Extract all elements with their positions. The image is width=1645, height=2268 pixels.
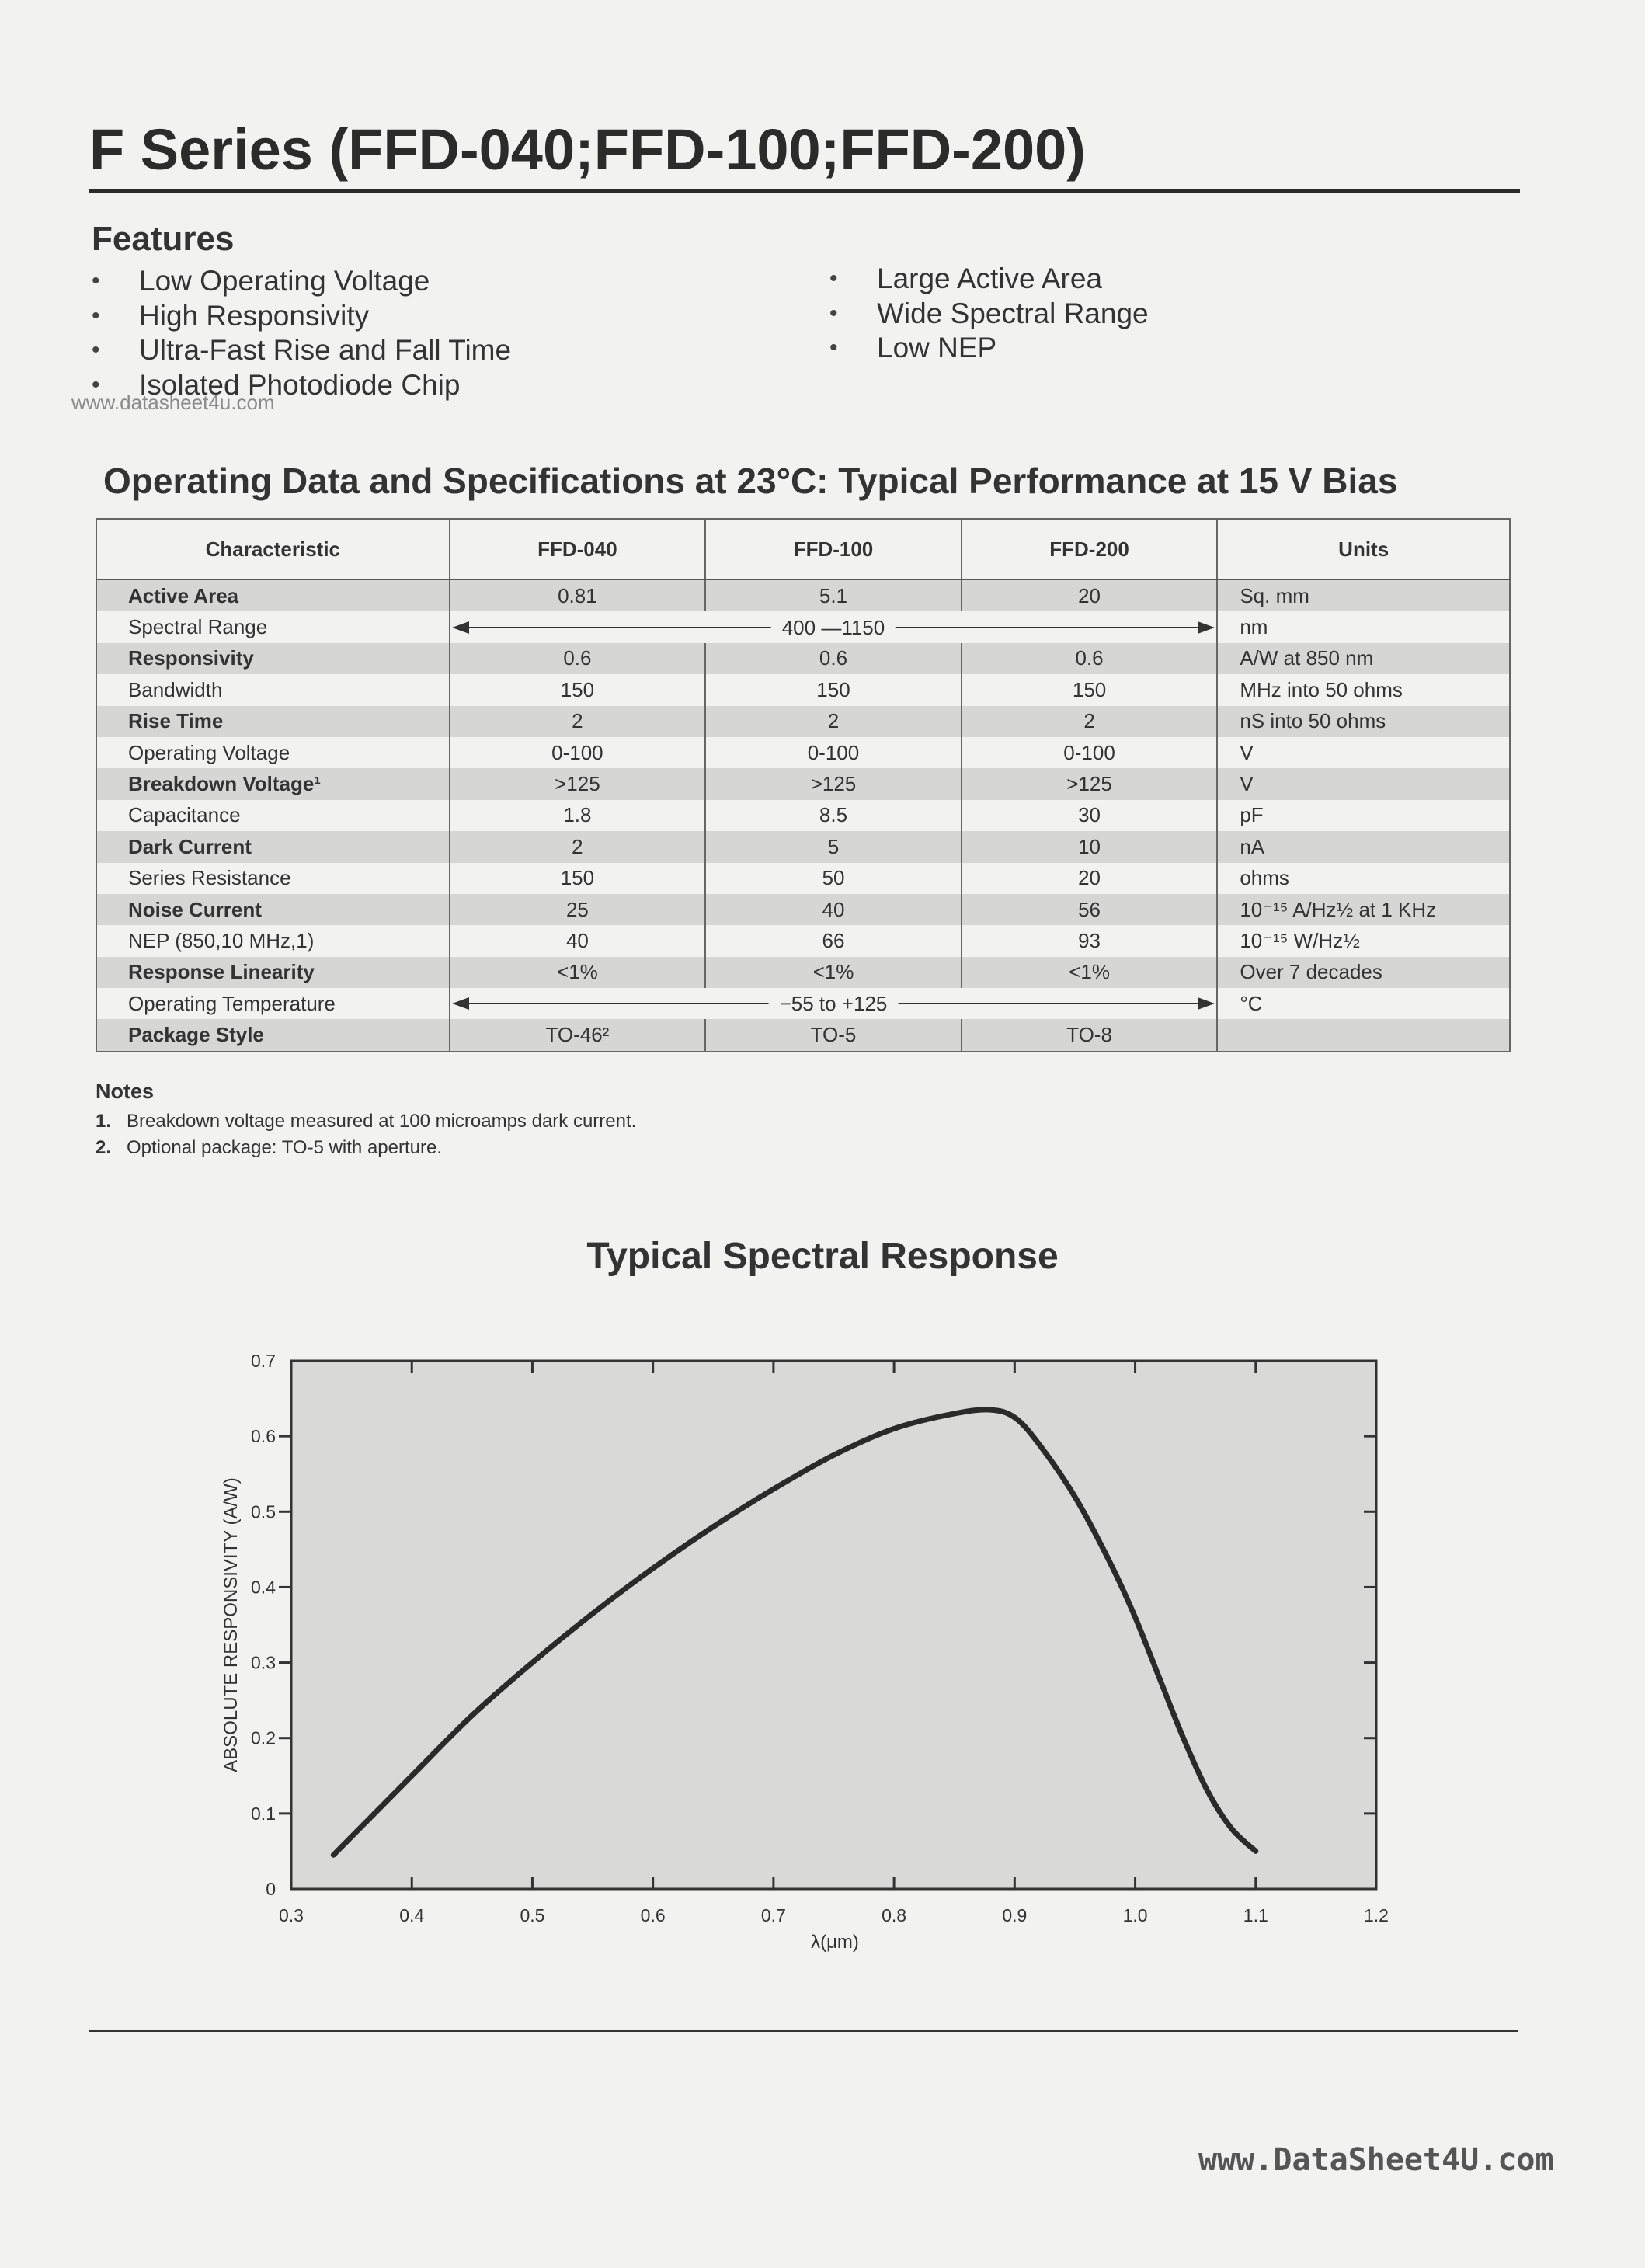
value-cell: >125: [962, 768, 1218, 799]
x-axis-label: λ(μm): [811, 1932, 859, 1953]
characteristic-cell: Noise Current: [96, 894, 450, 925]
value-cell: 2: [962, 706, 1218, 737]
value-cell: 0.6: [962, 643, 1218, 674]
characteristic-cell: Breakdown Voltage¹: [96, 768, 450, 799]
units-cell: Over 7 decades: [1217, 957, 1510, 988]
feature-item: • Low Operating Voltage: [92, 264, 511, 299]
units-cell: ohms: [1217, 863, 1510, 894]
characteristic-cell: Responsivity: [96, 643, 450, 674]
value-cell: <1%: [962, 957, 1218, 988]
value-cell: TO-5: [705, 1019, 962, 1051]
characteristic-cell: Dark Current: [96, 831, 450, 862]
table-header-row: [96, 519, 1510, 579]
value-cell: 50: [705, 863, 962, 894]
value-cell: 1.8: [450, 800, 706, 831]
units-cell: 10⁻¹⁵ A/Hz½ at 1 KHz: [1217, 894, 1510, 925]
table-row: [96, 643, 1510, 674]
value-cell: 5.1: [705, 579, 962, 611]
value-cell: 0-100: [705, 737, 962, 768]
chart-title: Typical Spectral Response: [586, 1236, 1059, 1277]
characteristic-cell: Spectral Range: [96, 611, 450, 642]
footer-url: www.DataSheet4U.com: [1198, 2142, 1554, 2178]
value-cell: 20: [962, 863, 1218, 894]
note-text: Optional package: TO-5 with aperture.: [127, 1137, 443, 1158]
units-cell: A/W at 850 nm: [1217, 643, 1510, 674]
note-number: 2.: [96, 1137, 112, 1158]
units-cell: V: [1217, 737, 1510, 768]
x-tick-label: 1.2: [1364, 1905, 1389, 1925]
units-cell: °C: [1217, 988, 1510, 1019]
x-tick-label: 1.0: [1122, 1905, 1148, 1925]
features-heading: Features: [92, 220, 235, 258]
value-cell: 0.6: [705, 643, 962, 674]
table-row: [96, 988, 1510, 1019]
characteristic-cell: Response Linearity: [96, 957, 450, 988]
characteristic-cell: Rise Time: [96, 706, 450, 737]
value-cell: 5: [705, 831, 962, 862]
value-cell: 150: [450, 863, 706, 894]
watermark-url: www.datasheet4u.com: [71, 391, 275, 414]
feature-item: • High Responsivity: [92, 299, 511, 334]
characteristic-cell: NEP (850,10 MHz,1): [96, 925, 450, 956]
range-span-label: 400 —1150: [771, 612, 896, 643]
value-cell: >125: [705, 768, 962, 799]
value-cell: 150: [705, 674, 962, 705]
value-cell: 0-100: [450, 737, 706, 768]
feature-item: • Low NEP: [829, 331, 1149, 366]
note-item: [96, 1111, 636, 1132]
value-cell: 20: [962, 579, 1218, 611]
table-row: [96, 800, 1510, 831]
range-span-label: −55 to +125: [769, 988, 899, 1019]
table-row: [96, 768, 1510, 799]
feature-item: • Ultra-Fast Rise and Fall Time: [92, 333, 511, 368]
table-row: [96, 894, 1510, 925]
value-cell: >125: [450, 768, 706, 799]
column-header: Characteristic: [96, 519, 450, 579]
units-cell: Sq. mm: [1217, 579, 1510, 611]
feature-item: • Isolated Photodiode Chip: [92, 368, 511, 403]
units-cell: 10⁻¹⁵ W/Hz½: [1217, 925, 1510, 956]
value-cell: 2: [450, 706, 706, 737]
spec-heading: Operating Data and Specifications at 23°C: Typical Performance at 15 V Bias: [103, 461, 1398, 501]
title-rule: [89, 189, 1520, 193]
y-tick-label: 0.4: [251, 1577, 276, 1598]
table-row: [96, 925, 1510, 956]
x-tick-label: 1.1: [1243, 1905, 1268, 1925]
y-tick-label: 0.6: [251, 1426, 276, 1447]
value-cell: 0.6: [450, 643, 706, 674]
y-axis-label: ABSOLUTE RESPONSIVITY (A/W): [221, 1477, 242, 1772]
column-header: FFD-200: [962, 519, 1218, 579]
units-cell: nA: [1217, 831, 1510, 862]
notes-title: Notes: [96, 1080, 155, 1103]
value-cell: 25: [450, 894, 706, 925]
arrow-right-icon: [1198, 997, 1215, 1010]
features-list-right: [829, 262, 1149, 366]
x-tick-label: 0.9: [1002, 1905, 1028, 1925]
x-tick-label: 0.4: [399, 1905, 425, 1925]
range-span-cell: [450, 988, 1218, 1019]
x-tick-label: 0.8: [882, 1905, 907, 1925]
units-cell: nm: [1217, 611, 1510, 642]
spec-table: [96, 518, 1511, 1052]
spectral-response-chart: [0, 1320, 1645, 1981]
column-header: Units: [1217, 519, 1510, 579]
x-tick-label: 0.3: [279, 1905, 304, 1925]
units-cell: nS into 50 ohms: [1217, 706, 1510, 737]
value-cell: 66: [705, 925, 962, 956]
value-cell: <1%: [450, 957, 706, 988]
features-list-left: [92, 264, 511, 402]
feature-item: • Wide Spectral Range: [829, 297, 1149, 332]
value-cell: 150: [962, 674, 1218, 705]
value-cell: <1%: [705, 957, 962, 988]
feature-item: • Large Active Area: [829, 262, 1149, 297]
value-cell: 0-100: [962, 737, 1218, 768]
characteristic-cell: Operating Temperature: [96, 988, 450, 1019]
x-tick-label: 0.6: [640, 1905, 666, 1925]
value-cell: 56: [962, 894, 1218, 925]
table-row: [96, 674, 1510, 705]
units-cell: pF: [1217, 800, 1510, 831]
note-text: Breakdown voltage measured at 100 microamps dark current.: [127, 1111, 637, 1132]
value-cell: TO-8: [962, 1019, 1218, 1051]
characteristic-cell: Series Resistance: [96, 863, 450, 894]
characteristic-cell: Operating Voltage: [96, 737, 450, 768]
arrow-right-icon: [1198, 621, 1215, 634]
table-row: [96, 863, 1510, 894]
table-row: [96, 1019, 1510, 1051]
x-tick-label: 0.7: [760, 1905, 786, 1925]
value-cell: 2: [705, 706, 962, 737]
table-row: [96, 737, 1510, 768]
value-cell: 40: [705, 894, 962, 925]
column-header: FFD-100: [705, 519, 962, 579]
range-span-cell: [450, 611, 1218, 642]
units-cell: V: [1217, 768, 1510, 799]
value-cell: 0.81: [450, 579, 706, 611]
characteristic-cell: Active Area: [96, 579, 450, 611]
value-cell: 40: [450, 925, 706, 956]
y-tick-label: 0: [266, 1879, 276, 1899]
y-tick-label: 0.5: [251, 1501, 276, 1522]
y-tick-label: 0.3: [251, 1652, 276, 1673]
table-row: [96, 611, 1510, 642]
value-cell: 8.5: [705, 800, 962, 831]
note-number: 1.: [96, 1111, 112, 1132]
y-tick-label: 0.7: [251, 1351, 276, 1371]
page-title: F Series (FFD-040;FFD-100;FFD-200): [89, 117, 1086, 182]
value-cell: 93: [962, 925, 1218, 956]
value-cell: 10: [962, 831, 1218, 862]
table-row: [96, 579, 1510, 611]
table-row: [96, 831, 1510, 862]
units-cell: [1217, 1019, 1510, 1051]
x-tick-label: 0.5: [520, 1905, 545, 1925]
value-cell: 2: [450, 831, 706, 862]
table-row: [96, 706, 1510, 737]
table-row: [96, 957, 1510, 988]
characteristic-cell: Capacitance: [96, 800, 450, 831]
characteristic-cell: Package Style: [96, 1019, 450, 1051]
column-header: FFD-040: [450, 519, 706, 579]
characteristic-cell: Bandwidth: [96, 674, 450, 705]
value-cell: 150: [450, 674, 706, 705]
value-cell: TO-46²: [450, 1019, 706, 1051]
plot-area: [291, 1361, 1376, 1889]
value-cell: 30: [962, 800, 1218, 831]
y-tick-label: 0.2: [251, 1727, 276, 1748]
y-tick-label: 0.1: [251, 1803, 276, 1824]
note-item: [96, 1137, 442, 1159]
units-cell: MHz into 50 ohms: [1217, 674, 1510, 705]
bottom-rule: [89, 2030, 1518, 2032]
